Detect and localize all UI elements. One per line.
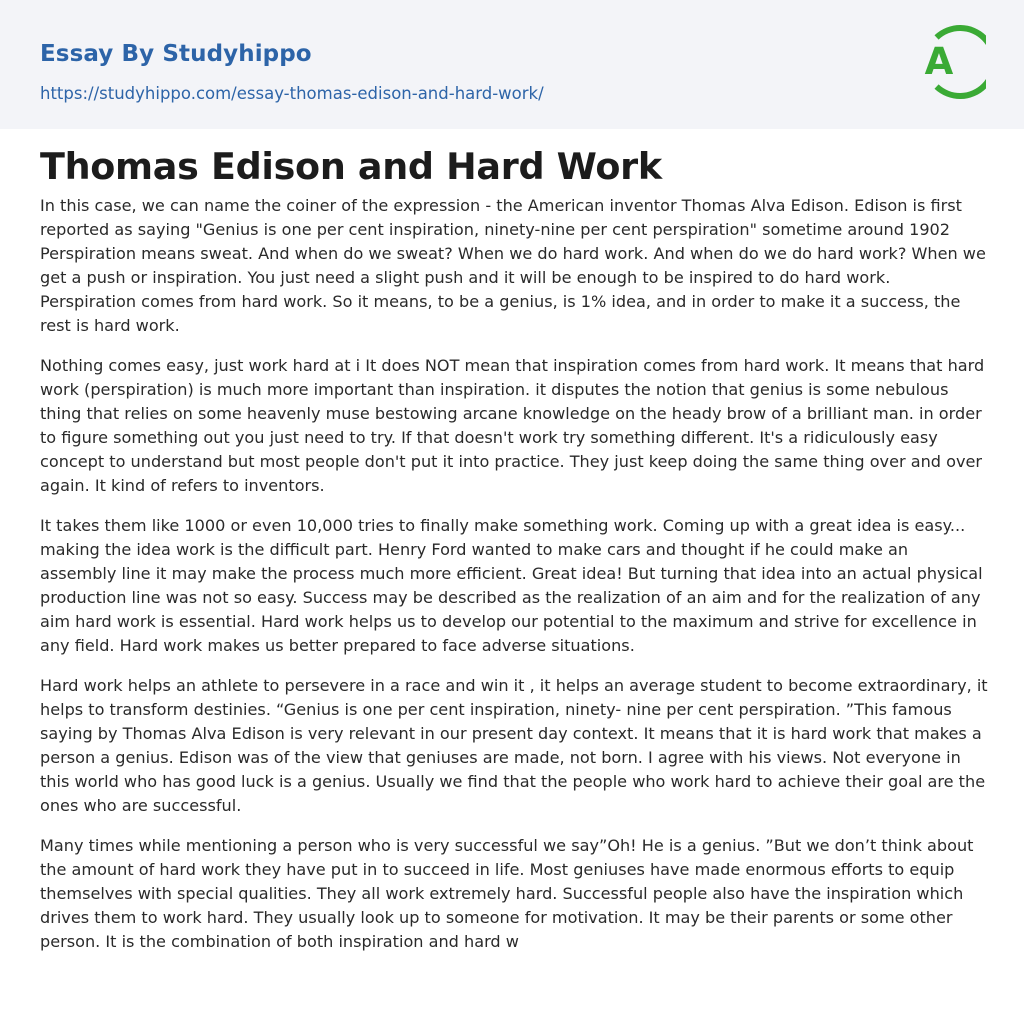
essay-paragraph: Many times while mentioning a person who is very successful we say”Oh! He is a genius. ”But we don’t think about the amount of hard work they have put in to succeed in life. Most geniuses have made enormous efforts to equip themselves with special qualities. They all work extremely hard. Successful people also have the inspiration which drives them to work hard. They usually look up to someone for motivation. It may be their parents or some other person. It is the combination of both inspiration and hard w — [40, 836, 974, 951]
studyhippo-logo-icon[interactable] — [914, 19, 986, 105]
essay-paragraph: Hard work helps an athlete to persevere in a race and win it , it helps an average student to become extraordinary, it helps to transform destinies. “Genius is one per cent inspiration, ninety- nine per cent perspiration. ”This famous saying by Thomas Alva Edison is very relevant in our present day context. It means that it is hard work that makes a person a genius. Edison was of the view that geniuses are made, not born. I agree with his views. Not everyone in this world who has good luck is a genius. Usually we find that the people who work hard to achieve their goal are the ones who are successful. — [40, 676, 988, 815]
essay-paragraph: In this case, we can name the coiner of the expression - the American inventor Thomas Alva Edison. Edison is first reported as saying "Genius is one per cent inspiration, ninety-nine per cent perspiration" sometime around 1902 Perspiration means sweat. And when do we sweat? When we do hard work. And when do we do hard work? When we get a push or inspiration. You just need a slight push and it will be enough to be inspired to do hard work. Perspiration comes from hard work. So it means, to be a genius, is 1% idea, and in order to make it a success, the rest is hard work. — [40, 196, 986, 335]
essay-url-link[interactable]: https://studyhippo.com/essay-thomas-edison-and-hard-work/ — [40, 84, 544, 103]
site-header — [0, 0, 1024, 129]
essay-title: Thomas Edison and Hard Work — [40, 145, 662, 188]
logo-letter: A — [924, 40, 954, 83]
essay-paragraph: Nothing comes easy, just work hard at i It does NOT mean that inspiration comes from hard work. It means that hard work (perspiration) is much more important than inspiration. it disputes the notion that genius is some nebulous thing that relies on some heavenly muse bestowing arcane knowledge on the heady brow of a brilliant man. in order to figure something out you just need to try. If that doesn't work try something different. It's a ridiculously easy concept to understand but most people don't put it into practice. They just keep doing the same thing over and over again. It kind of refers to inventors. — [40, 356, 985, 495]
essay-paragraph: It takes them like 1000 or even 10,000 tries to finally make something work. Coming up with a great idea is easy... making the idea work is the difficult part. Henry Ford wanted to make cars and thought if he could make an assembly line it may make the process much more efficient. Great idea! But turning that idea into an actual physical production line was not so easy. Success may be described as the realization of an aim and for the realization of any aim hard work is essential. Hard work helps us to develop our potential to the maximum and strive for excellence in any field. Hard work makes us better prepared to face adverse situations. — [40, 516, 983, 655]
site-brand[interactable]: Essay By Studyhippo — [40, 41, 312, 67]
essay-body — [40, 194, 988, 970]
